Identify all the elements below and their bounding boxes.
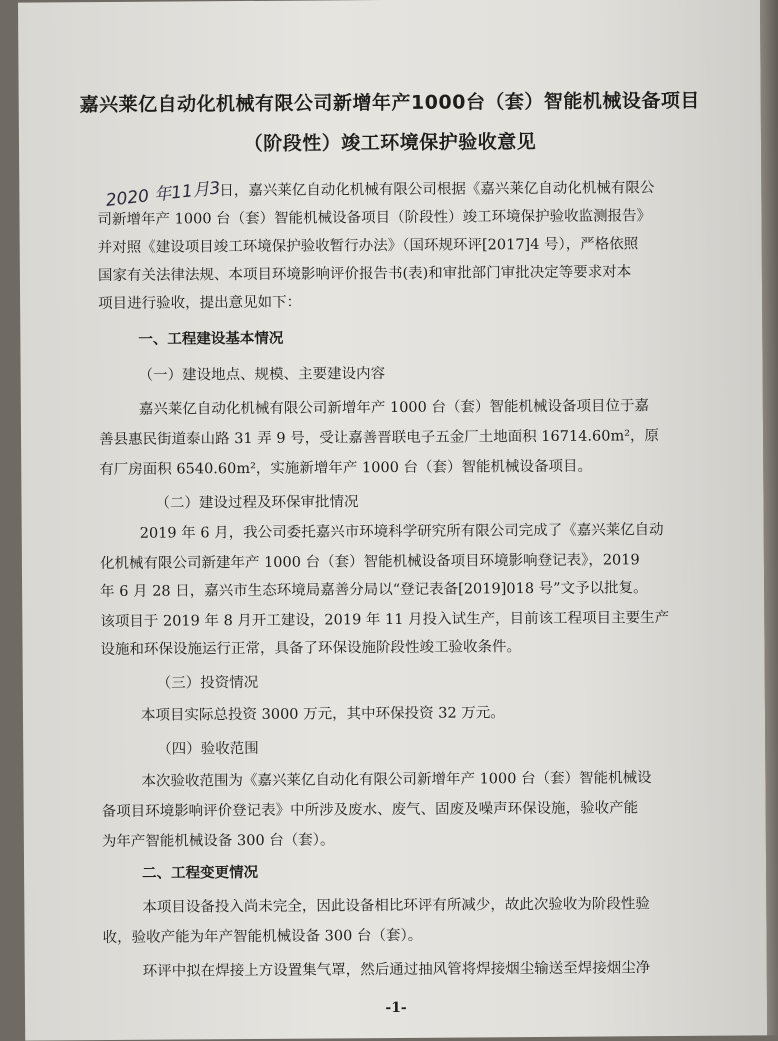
body-line: 备项目环境影响评价登记表》中所涉及废水、废气、固废及噪声环保设施，验收产能 (101, 800, 639, 821)
document-page (18, 0, 767, 1041)
body-line: 项目进行验收，提出意见如下： (98, 294, 302, 313)
body-line: 本项目实际总投资 3000 万元，其中环保投资 32 万元。 (140, 705, 505, 724)
body-line: 环评中拟在焊接上方设置集气罩，然后通过抽风管将焊接烟尘输送至焊接烟尘净 (142, 960, 651, 980)
body-line: 收，验收产能为年产智能机械设备 300 台（套）。 (102, 927, 423, 947)
body-line: 该项目于 2019 年 8 月开工建设，2019 年 11 月投入试生产，目前该工程项目主要生产 (100, 610, 670, 631)
body-line: 有厂房面积 6540.60m²，实施新增年产 1000 台（套）智能机械设备项目。 (99, 458, 593, 479)
body-line: 2019 年 6 月，我公司委托嘉兴市环境科学研究所有限公司完成了《嘉兴莱亿自动 (139, 522, 664, 542)
title-line-1: 嘉兴莱亿自动化机械有限公司新增年产1000台（套）智能机械设备项目 (79, 89, 700, 117)
subsection-heading: （一）建设地点、规模、主要建设内容 (138, 366, 386, 384)
body-line: 化机械有限公司新建年产 1000 台（套）智能机械设备项目环境影响登记表》，2019 (99, 552, 640, 573)
body-line: 国家有关法律法规、本项目环境影响评价报告书(表)和审批部门审批决定等要求对本 (97, 264, 632, 285)
body-line: 并对照《建设项目竣工环境保护验收暂行办法》（国环规环评[2017]4 号），严格依照 (97, 236, 639, 257)
body-line: 年 6 月 28 日，嘉兴市生态环境局嘉善分局以“登记表备[2019]018 号”文予以批复。 (100, 580, 648, 601)
body-line: 本次验收范围为《嘉兴莱亿自动化有限公司新增年产 1000 台（套）智能机械设 (141, 770, 652, 790)
body-line: 嘉兴莱亿自动化机械有限公司新增年产 1000 台（套）智能机械设备项目位于嘉 (138, 398, 650, 418)
body-line: 日，嘉兴莱亿自动化机械有限公司根据《嘉兴莱亿自动化机械有限公 (219, 180, 655, 200)
subsection-heading: （四）验收范围 (157, 740, 259, 758)
page-shadow (760, 0, 778, 1035)
body-line: 设施和环保设施运行正常，具备了环保设施阶段性竣工验收条件。 (100, 639, 522, 659)
subsection-heading: （三）投资情况 (156, 674, 259, 692)
title-line-2: （阶段性）竣工环境保护验收意见 (243, 130, 537, 156)
body-line: 为年产智能机械设备 300 台（套）。 (101, 832, 335, 851)
body-line: 司新增年产 1000 台（套）智能机械设备项目（阶段性）竣工环境保护验收监测报告》 (97, 208, 652, 229)
body-line: 本项目设备投入尚未完全，因此设备相比环评有所减少，故此次验收为阶段性验 (142, 896, 650, 916)
page-number: -1- (385, 999, 407, 1017)
body-line: 善县惠民街道泰山路 31 弄 9 号，受让嘉善晋联电子五金厂土地面积 16714.60m²，原 (99, 428, 660, 449)
section-heading: 二、工程变更情况 (142, 863, 259, 882)
section-heading: 一、工程建设基本情况 (138, 329, 284, 348)
subsection-heading: （二）建设过程及环保审批情况 (155, 494, 359, 512)
handwritten-date: 2020 年11月3 (104, 178, 222, 211)
